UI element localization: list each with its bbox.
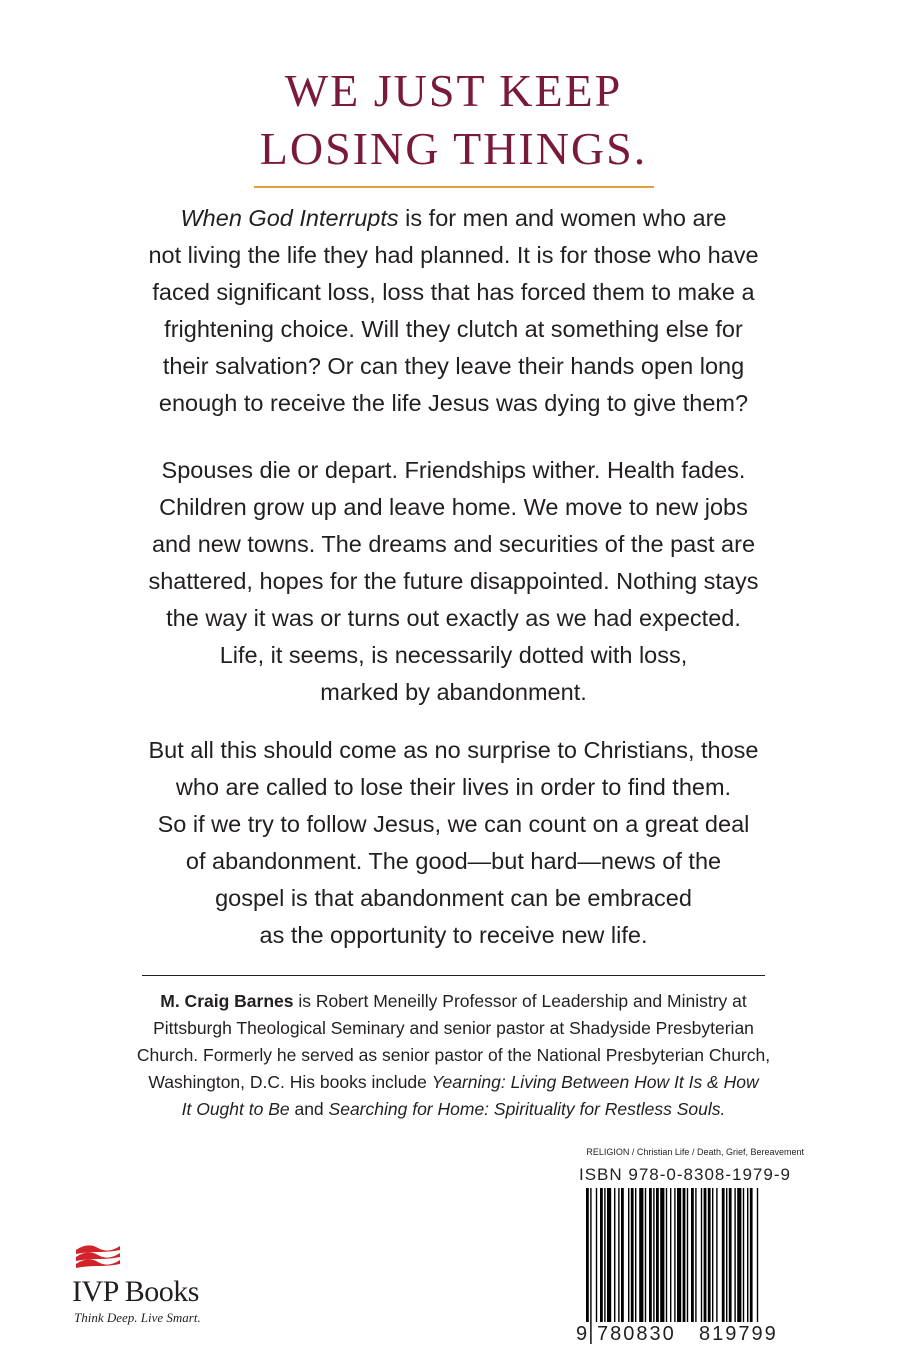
barcode-bar (701, 1188, 702, 1322)
paragraph-3-line: as the opportunity to receive new life. (259, 922, 648, 948)
barcode-bar (645, 1188, 646, 1322)
paragraph-1-line: not living the life they had planned. It is for those who have (148, 242, 759, 268)
barcode-bar (750, 1188, 753, 1344)
barcode-left-group: 780830 (594, 1322, 679, 1346)
paragraph-1-line: their salvation? Or can they leave their hands open long (162, 353, 745, 379)
book-title-yearning: Yearning: Living Between How It Is & How (431, 1072, 759, 1092)
bio-line-1-rest: is Robert Meneilly Professor of Leadership and Ministry at (293, 991, 747, 1011)
barcode-bar (687, 1188, 688, 1322)
bio-divider (142, 975, 765, 976)
book-title-yearning-cont: It Ought to Be (181, 1099, 290, 1119)
headline-divider (254, 186, 654, 188)
barcode-bar (683, 1188, 686, 1322)
headline-line-1: WE JUST KEEP (284, 65, 623, 116)
paragraph-2 (60, 452, 847, 711)
paragraph-3-line: So if we try to follow Jesus, we can count on a great deal (157, 811, 750, 837)
barcode-bar (621, 1188, 624, 1322)
barcode-bar (729, 1188, 732, 1322)
barcode-bar (618, 1188, 619, 1322)
barcode-bar (704, 1188, 707, 1322)
paragraph-3-line: of abandonment. The good—but hard—news of the (185, 848, 722, 874)
paragraph-2-line: and new towns. The dreams and securities of the past are (151, 531, 756, 557)
paragraph-3 (60, 732, 847, 954)
barcode-bar (666, 1188, 667, 1322)
barcode-bar (734, 1188, 735, 1322)
barcode-bar (722, 1188, 725, 1322)
paragraph-3-line: who are called to lose their lives in order to find them. (175, 774, 732, 800)
barcode-bar (586, 1188, 589, 1344)
barcode-right-group: 819799 (696, 1322, 781, 1346)
paragraph-2-line: Spouses die or depart. Friendships wither. Health fades. (161, 457, 746, 483)
isbn-label: ISBN 978-0-8308-1979-9 (579, 1165, 791, 1184)
author-bio (80, 988, 827, 1123)
bio-line-5 (80, 1096, 827, 1123)
bio-line-4 (80, 1069, 827, 1096)
barcode-bar (747, 1188, 748, 1344)
barcode-bar (708, 1188, 711, 1322)
bio-line-3: Church. Formerly he served as senior pastor of the National Presbyterian Church, (136, 1045, 771, 1065)
bio-and: and (289, 1099, 329, 1119)
paragraph-1-line-1 (60, 200, 847, 237)
publisher-logo (72, 1240, 222, 1326)
paragraph-3-line: gospel is that abandonment can be embraced (215, 885, 692, 911)
barcode-bar (635, 1188, 636, 1322)
barcode-bar (604, 1188, 605, 1322)
barcode-bar (716, 1188, 717, 1322)
barcode-first-digit: 9 (576, 1323, 588, 1345)
headline (0, 62, 907, 178)
publisher-name: IVP Books (72, 1275, 199, 1308)
paragraph-2-line: the way it was or turns out exactly as we had expected. (166, 605, 741, 631)
barcode-bar (596, 1188, 597, 1322)
paragraph-2-line: Life, it seems, is necessarily dotted with loss, (219, 642, 688, 668)
paragraph-2-line: Children grow up and leave home. We move to new jobs (159, 494, 748, 520)
barcode-bar (590, 1188, 591, 1344)
paragraph-1-line: faced significant loss, loss that has forced them to make a (152, 279, 755, 305)
paragraph-1-line: enough to receive the life Jesus was dying to give them? (158, 390, 749, 416)
barcode-bar (674, 1188, 675, 1344)
barcode-bar (691, 1188, 694, 1322)
barcode-bar (670, 1188, 671, 1344)
book-title-searching: Searching for Home: Spirituality for Restless Souls. (328, 1099, 726, 1119)
barcode-bar (628, 1188, 629, 1322)
paragraph-1 (60, 200, 847, 422)
barcode-bar (631, 1188, 634, 1322)
bio-line-4-plain: Washington, D.C. His books include (148, 1072, 432, 1092)
paragraph-1-line-1-rest: is for men and women who are (398, 205, 727, 231)
barcode-bar (653, 1188, 654, 1322)
barcode-bar (639, 1188, 643, 1322)
book-title-italic: When God Interrupts (180, 205, 399, 231)
barcode-bar (600, 1188, 603, 1322)
barcode-bar (649, 1188, 652, 1322)
paragraph-3-line: But all this should come as no surprise to Christians, those (148, 737, 759, 763)
paragraph-1-line: frightening choice. Will they clutch at something else for (164, 316, 743, 342)
paragraph-2-line: marked by abandonment. (320, 679, 587, 705)
barcode-bar (607, 1188, 611, 1322)
barcode-bar (737, 1188, 741, 1322)
publisher-tagline: Think Deep. Live Smart. (74, 1310, 201, 1325)
bio-line-1 (80, 988, 827, 1015)
barcode-bar (614, 1188, 615, 1322)
author-name: M. Craig Barnes (160, 991, 294, 1011)
barcode-bar (757, 1188, 758, 1322)
headline-line-2: LOSING THINGS. (259, 123, 648, 174)
bio-line-2: Pittsburgh Theological Seminary and senior pastor at Shadyside Presbyterian (153, 1018, 754, 1038)
barcode-bar (677, 1188, 681, 1322)
barcode-bar (743, 1188, 744, 1322)
barcode-bar (726, 1188, 727, 1322)
paragraph-2-line: shattered, hopes for the future disappointed. Nothing stays (148, 568, 759, 594)
barcode-bar (660, 1188, 664, 1322)
barcode-bar (656, 1188, 659, 1322)
barcode-bar (712, 1188, 713, 1322)
flag-icon (74, 1240, 122, 1274)
barcode-bar (695, 1188, 696, 1322)
category-label: RELIGION / Christian Life / Death, Grief, Bereavement (586, 1147, 804, 1157)
